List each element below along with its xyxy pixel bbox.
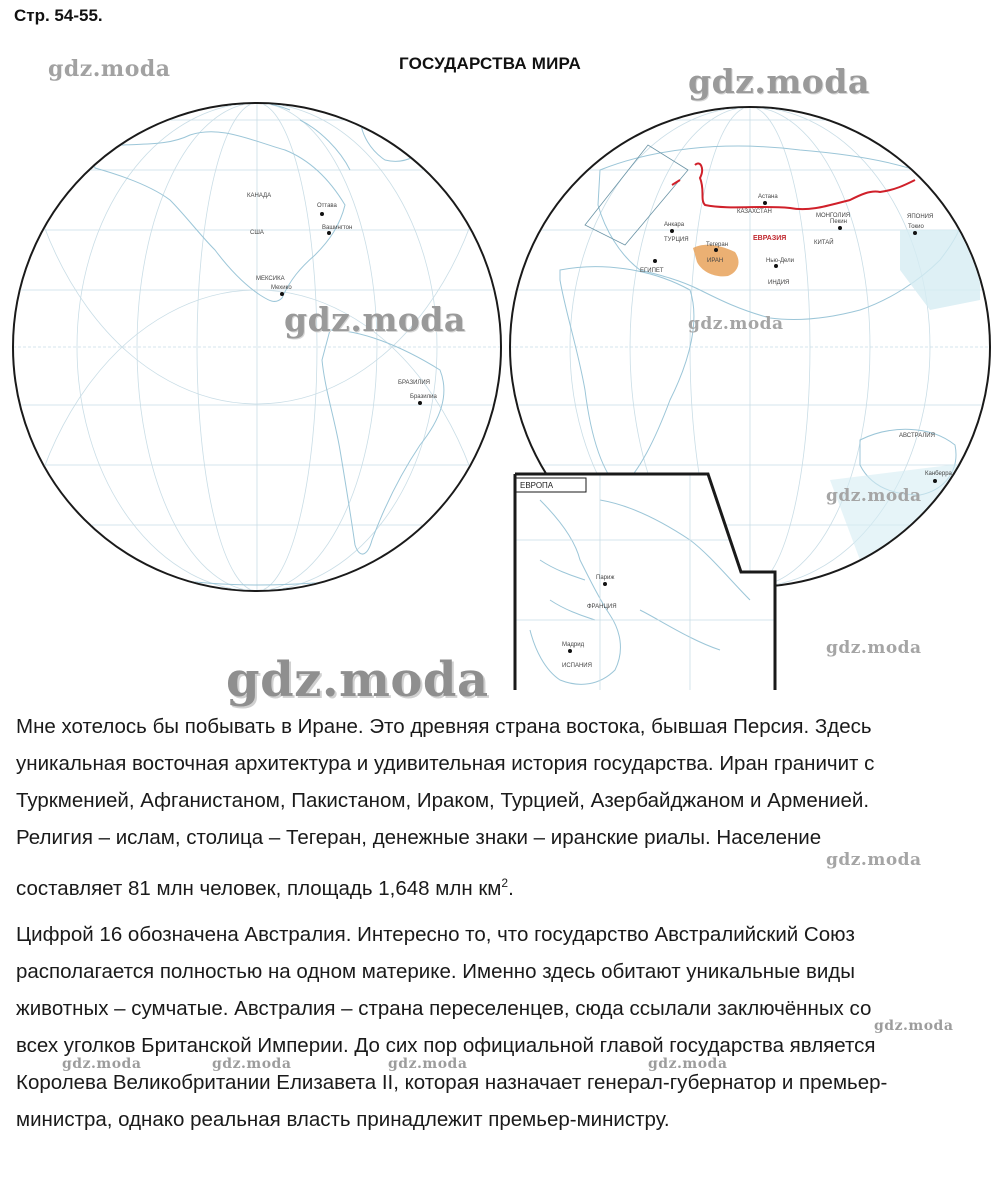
watermark: gdz.moda (388, 1056, 468, 1072)
map-label-australia: АВСТРАЛИЯ (899, 433, 935, 439)
map-label-mexico: МЕКСИКА (256, 276, 285, 282)
map-label-iran: ИРАН (707, 258, 724, 264)
map-label-ankara: Анкара (664, 222, 685, 228)
map-label-madrid: Мадрид (562, 642, 585, 648)
map-label-india: ИНДИЯ (768, 280, 790, 286)
text-line (16, 865, 991, 907)
text-line-suffix: . (508, 876, 514, 900)
watermark: gdz.moda (648, 1056, 728, 1072)
text-line: уникальная восточная архитектура и удивительная история государства. Иран граничит с (16, 752, 875, 775)
watermark: gdz.moda (688, 314, 784, 334)
text-line-part: составляет 81 млн человек, площадь 1,648 млн км (16, 876, 502, 900)
map-label-spain: ИСПАНИЯ (562, 663, 592, 669)
map-label-tehran: Тегеран (706, 242, 729, 248)
map-title: ГОСУДАРСТВА МИРА (398, 54, 582, 73)
map-label-mexico-city: Мехико (271, 285, 292, 291)
map-label-eurasia: ЕВРАЗИЯ (753, 235, 787, 242)
map-label-beijing: Пекин (830, 219, 847, 225)
map-label-turkey: ТУРЦИЯ (664, 237, 689, 243)
map-label-astana: Астана (758, 194, 778, 200)
watermark: gdz.moda (62, 1056, 142, 1072)
map-label-paris: Париж (596, 575, 615, 581)
watermark: gdz.moda (874, 1018, 954, 1034)
watermark: gdz.moda (226, 652, 489, 708)
superscript: 2 (501, 876, 509, 890)
map-label-egypt: ЕГИПЕТ (640, 268, 664, 274)
watermark: gdz.moda (48, 56, 171, 82)
text-line: Религия – ислам, столица – Тегеран, денежные знаки – иранские риалы. Население (16, 826, 822, 849)
page-label: Стр. 54-55. (14, 6, 103, 25)
text-line: Цифрой 16 обозначена Австралия. Интересно то, что государство Австралийский Союз (16, 923, 855, 946)
map-label-mongolia: МОНГОЛИЯ (816, 213, 851, 219)
paragraph-iran (16, 708, 991, 907)
watermark: gdz.moda (284, 300, 466, 339)
watermark: gdz.moda (688, 62, 870, 101)
map-label-brazil: БРАЗИЛИЯ (398, 380, 430, 386)
map-label-brasilia: Бразилиа (410, 394, 437, 400)
map-label-usa: США (250, 230, 264, 236)
text-line: всех уголков Британской Империи. До сих пор официальной главой государства является (16, 1034, 876, 1057)
europe-inset-title: ЕВРОПА (520, 481, 554, 490)
text-line: Мне хотелось бы побывать в Иране. Это древняя страна востока, бывшая Персия. Здесь (16, 715, 872, 738)
map-label-canberra: Канберра (925, 471, 952, 477)
text-line: располагается полностью на одном материке. Именно здесь обитают уникальные виды (16, 960, 855, 983)
watermark: gdz.moda (826, 850, 922, 870)
map-label-ottawa: Оттава (317, 203, 337, 209)
map-label-japan: ЯПОНИЯ (907, 214, 934, 220)
map-label-france: ФРАНЦИЯ (587, 604, 617, 610)
text-line: Королева Великобритании Елизавета II, которая назначает генерал-губернатор и премьер- (16, 1071, 888, 1094)
map-label-new-delhi: Нью-Дели (766, 258, 795, 264)
map-label-kazakhstan: КАЗАХСТАН (737, 209, 772, 215)
map-label-canada: КАНАДА (247, 193, 272, 199)
paragraph-australia (16, 916, 991, 1138)
text-line: Туркменией, Афганистаном, Пакистаном, Ираком, Турцией, Азербайджаном и Арменией. (16, 789, 870, 812)
map-label-china: КИТАЙ (814, 240, 834, 246)
watermark: gdz.moda (212, 1056, 292, 1072)
watermark: gdz.moda (826, 486, 922, 506)
watermark: gdz.moda (826, 638, 922, 658)
map-label-washington: Вашингтон (322, 225, 353, 231)
map-label-tokyo: Токио (908, 224, 924, 230)
western-hemisphere-map (13, 0, 501, 700)
text-line: животных – сумчатые. Австралия – страна переселенцев, сюда ссылали заключённых со (16, 997, 872, 1020)
text-line: министра, однако реальная власть принадлежит премьер-министру. (16, 1108, 670, 1131)
